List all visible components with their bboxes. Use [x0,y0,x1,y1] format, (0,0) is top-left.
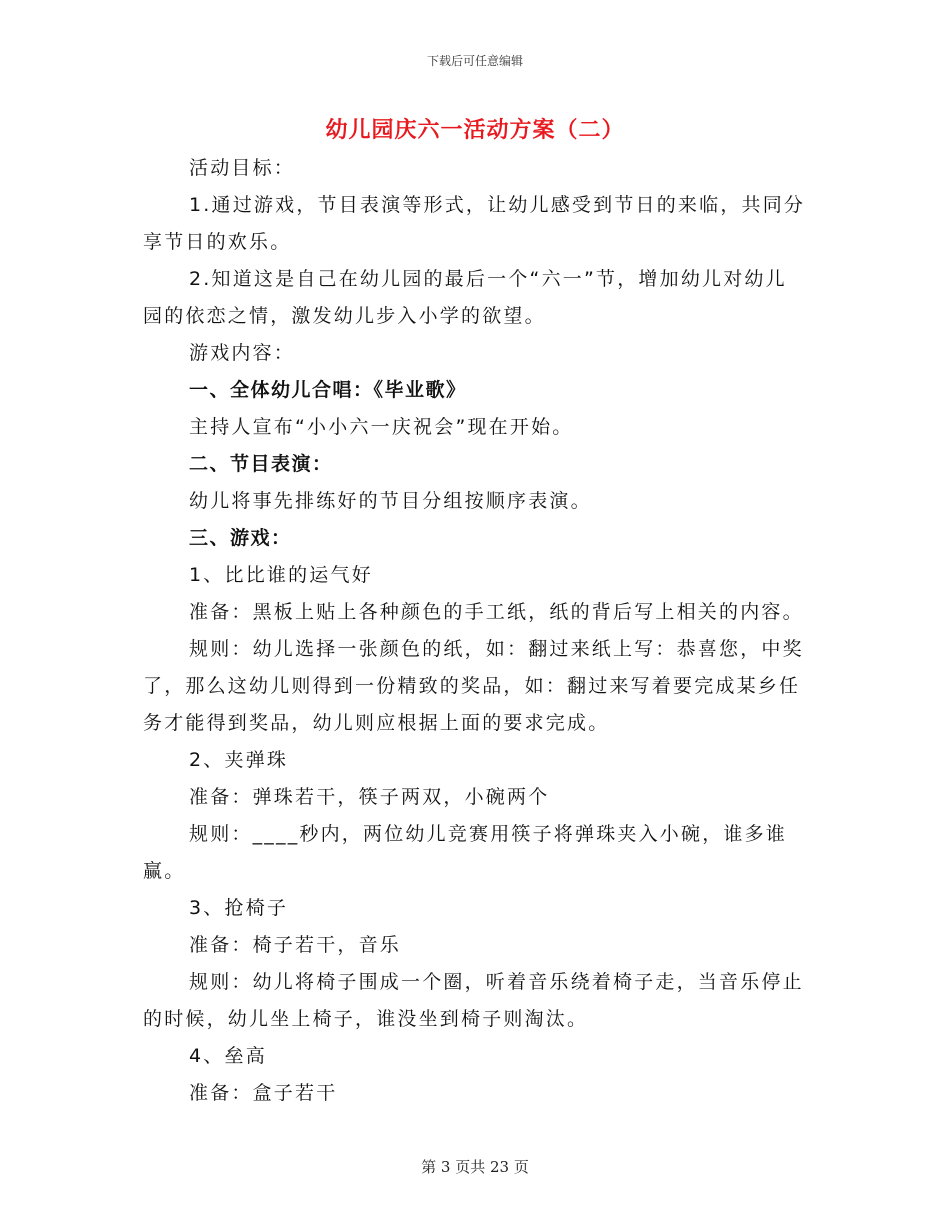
section-heading: 一、全体幼儿合唱：《毕业歌》 [189,379,467,401]
paragraph: 幼儿将事先排练好的节目分组按顺序表演。 [189,490,592,512]
paragraph: 准备：盒子若干 [189,1082,338,1104]
paragraph: 1.通过游戏，节目表演等形式，让幼儿感受到节日的来临，共同分享节日的欢乐。 [143,194,806,253]
paragraph: 规则：____秒内，两位幼儿竞赛用筷子将弹珠夹入小碗，谁多谁赢。 [143,823,788,882]
paragraph: 活动目标： [189,157,296,179]
document-body [143,150,807,1112]
paragraph: 准备：椅子若干，音乐 [189,934,402,956]
paragraph: 规则：幼儿选择一张颜色的纸，如：翻过来纸上写：恭喜您，中奖了，那么这幼儿则得到一份精致的奖品，如：翻过来写着要完成某乡任务才能得到奖品，幼儿则应根据上面的要求完成。 [143,638,804,734]
paragraph: 4、垒高 [189,1045,267,1067]
page-footer: 第 3 页共 23 页 [421,1158,529,1176]
paragraph: 游戏内容： [189,342,296,364]
page-header: 下载后可任意编辑 [426,54,523,68]
paragraph: 2、夹弹珠 [189,749,289,771]
paragraph: 2.知道这是自己在幼儿园的最后一个“六一”节，增加幼儿对幼儿园的依恋之情，激发幼儿步入小学的欲望。 [143,268,787,327]
paragraph: 准备：弹珠若干，筷子两双，小碗两个 [189,786,550,808]
document-title: 幼儿园庆六一活动方案（二） [325,118,625,143]
section-heading: 三、游戏： [189,527,292,549]
section-heading: 二、节目表演： [189,453,333,475]
paragraph: 1、比比谁的运气好 [189,564,373,586]
paragraph: 主持人宣布“小小六一庆祝会”现在开始。 [189,416,574,438]
paragraph: 准备：黑板上贴上各种颜色的手工纸，纸的背后写上相关的内容。 [189,601,804,623]
paragraph: 规则：幼儿将椅子围成一个圈，听着音乐绕着椅子走，当音乐停止的时候，幼儿坐上椅子，谁没坐到椅子则淘汰。 [143,971,804,1030]
paragraph: 3、抢椅子 [189,897,289,919]
